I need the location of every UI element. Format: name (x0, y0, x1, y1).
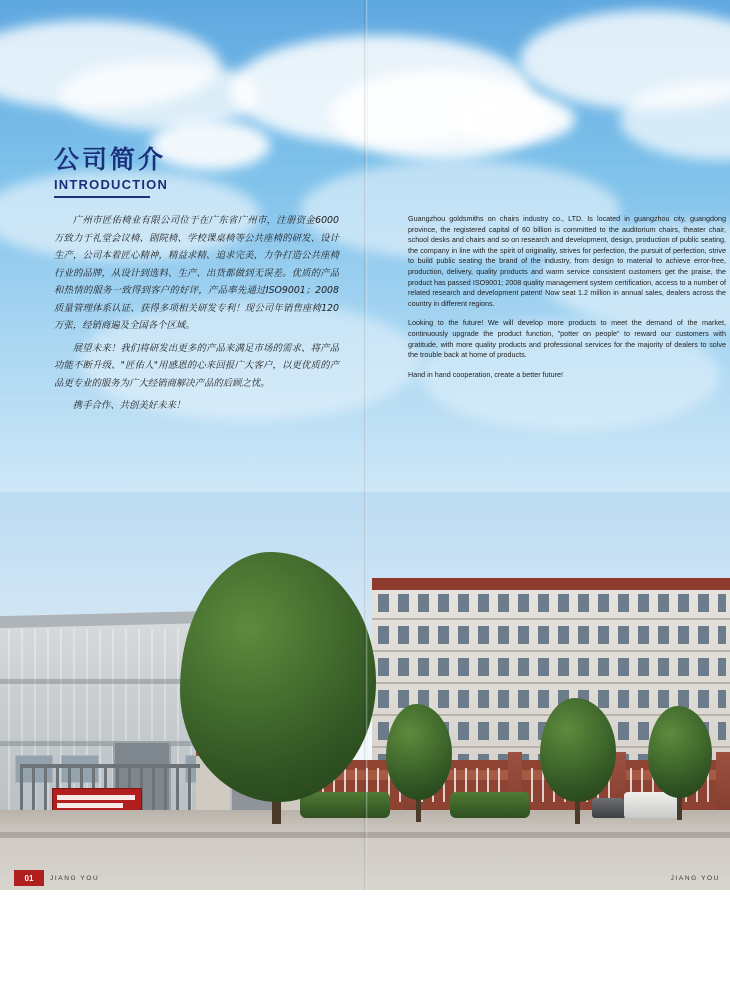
window-row (378, 594, 726, 612)
page-number-badge: 01 (14, 870, 44, 886)
paragraph: 广州市匠佑椅业有限公司位于在广东省广州市，注册资金6000万致力于礼堂会议椅、剧院椅、学校课桌椅等公共座椅的研发、设计生产，公司本着匠心精神，精益求精、追求完美，力争打造公共座椅行业的品牌，从设计到选料、生产、出货都做到无误差。优质的产品和热情的服务一致得到客户的好评，产品率先通过ISO9001；2008质量管理体系认证、获得多项相关研发专利！现公司年销售座椅120万张，经销商遍及全国各个区域。 (54, 215, 339, 331)
window-row (378, 626, 726, 644)
paragraph: Guangzhou goldsmiths on chairs industry co., LTD. Is located in guangzhou city, guangdong province, the registered capital of 60 billion is committed to the auditorium chairs, theater chair, school desks and chairs and so on research and development, design, production of public seating, the company in line with the spirit of originality, strives for perfection, the pursuit of perfection, strive to build public seating the brand of the industry, from design to material to achieve error-free, production, delivery, quality products and warm service consistent customers get the praise, the product has passed ISO9001; 2008 quality management system certification, access to a number of related research and development patent! Now seat 1.2 million in annual sales, dealers across the country in different regions. (408, 214, 726, 308)
building-floor (372, 588, 730, 620)
building-floor (372, 620, 730, 652)
hedge (300, 792, 390, 818)
paragraph: 携手合作、共创美好未来！ (72, 400, 186, 411)
hedge (450, 792, 530, 818)
paragraph: Looking to the future! We will develop more products to meet the demand of the market, continuously upgrade the product function, "potter on people" to reward our customers with gratitude, with more quality products and professional services for the majority of dealers to solve the trouble back at home of products. (408, 318, 726, 360)
tree-foliage (386, 704, 452, 800)
footer-left (0, 866, 364, 890)
sign-text-line (57, 795, 135, 800)
tree-foliage (648, 706, 712, 798)
page-title-chinese: 公司简介 (54, 145, 167, 174)
footer-brand-left: JIANG YOU (50, 874, 100, 882)
footer-brand-right: JIANG YOU (670, 874, 720, 882)
cloud-shape (455, 95, 575, 143)
sign-text-line (57, 803, 123, 808)
parked-car (592, 798, 626, 818)
english-body-text (408, 214, 726, 389)
paragraph: 展望未来！我们将研发出更多的产品来满足市场的需求、将产品功能不断升级、"匠佑人"用感恩的心来回报广大客户，以更优质的产品更专业的服务为广大经销商解决产品的后顾之忧。 (54, 342, 339, 389)
chinese-body-text (54, 212, 339, 420)
footer-right (671, 866, 720, 890)
page-bottom-margin (0, 890, 730, 990)
page-gutter (364, 0, 368, 890)
page-title-english: INTRODUCTION (54, 177, 169, 192)
window-row (378, 658, 726, 676)
paragraph: Hand in hand cooperation, create a better future! (408, 369, 564, 379)
title-underline (54, 196, 150, 198)
page-title (54, 145, 168, 198)
building-floor (372, 652, 730, 684)
